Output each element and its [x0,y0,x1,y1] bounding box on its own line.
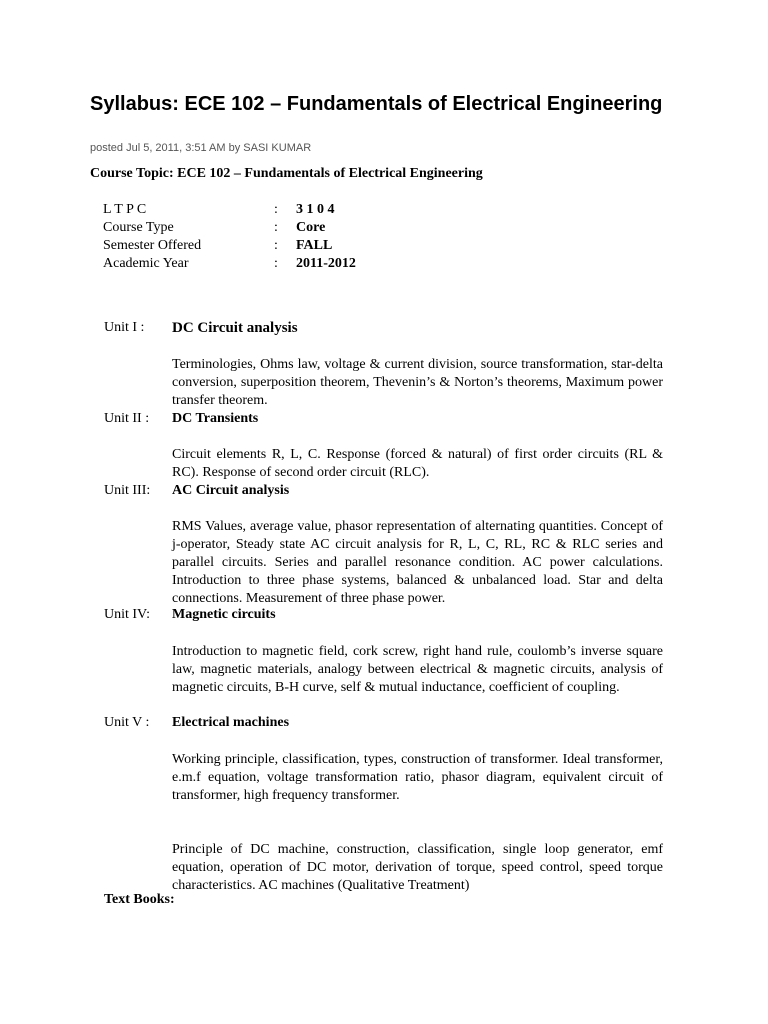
info-colon: : [274,238,278,253]
page-title: Syllabus: ECE 102 – Fundamentals of Electrical Engineering [90,93,663,115]
unit-5-description-2: Principle of DC machine, construction, classification, single loop generator, emf equation, operation of DC motor, derivation of torque, speed control, speed torque characteristics. AC machines (Qualitative Treatment) [172,842,663,893]
unit-2-label: Unit II : [104,411,150,426]
info-value: FALL [296,238,333,253]
text-books-heading: Text Books: [104,892,175,907]
info-row-course-type [103,219,403,237]
info-colon: : [274,202,278,217]
info-label: Academic Year [103,256,189,271]
unit-5-description-1: Working principle, classification, types, construction of transformer. Ideal transformer, e.m.f equation, voltage transformation ratio, phasor diagram, equivalent circuit of transformer, high frequency transformer. [172,752,663,803]
info-label: Semester Offered [103,238,202,253]
unit-1-label: Unit I : [104,320,145,335]
unit-4-label: Unit IV: [104,607,151,622]
unit-2-title: DC Transients [172,411,259,426]
info-label: Course Type [103,220,174,235]
info-colon: : [274,220,278,235]
info-value: 2011-2012 [296,256,356,271]
info-row-ltpc [103,201,403,219]
unit-1-title: DC Circuit analysis [172,320,298,336]
info-label: L T P C [103,202,147,217]
unit-5-title: Electrical machines [172,715,290,730]
info-value: 3 1 0 4 [296,202,335,217]
course-info [103,201,403,273]
unit-3-description: RMS Values, average value, phasor representation of alternating quantities. Concept of j-operator, Steady state AC circuit analysis for R, L, C, RL, RC & RLC series and parallel circuits. Series and parallel resonance condition. AC power calculations. Introduction to three phase systems, balanced & unbalanced load. Star and delta connections. Measurement of three phase power. [172,519,663,606]
info-row-academic-year [103,255,403,273]
unit-2-description: Circuit elements R, L, C. Response (forced & natural) of first order circuits (RL & RC). Response of second order circuit (RLC). [172,447,663,480]
unit-4-title: Magnetic circuits [172,607,276,622]
course-topic: Course Topic: ECE 102 – Fundamentals of Electrical Engineering [90,166,483,181]
unit-4-description: Introduction to magnetic field, cork screw, right hand rule, coulomb’s inverse square law, magnetic materials, analogy between electrical & magnetic circuits, analysis of magnetic circuits, B-H curve, self & mutual inductance, coefficient of coupling. [172,644,663,695]
posted-info: posted Jul 5, 2011, 3:51 AM by SASI KUMAR [90,142,312,154]
unit-5-label: Unit V : [104,715,150,730]
unit-1-description: Terminologies, Ohms law, voltage & current division, source transformation, star-delta conversion, superposition theorem, Thevenin’s & Norton’s theorems, Maximum power transfer theorem. [172,357,663,408]
info-value: Core [296,220,326,235]
unit-3-label: Unit III: [104,483,151,498]
unit-3-title: AC Circuit analysis [172,483,290,498]
info-row-semester [103,237,403,255]
info-colon: : [274,256,278,271]
